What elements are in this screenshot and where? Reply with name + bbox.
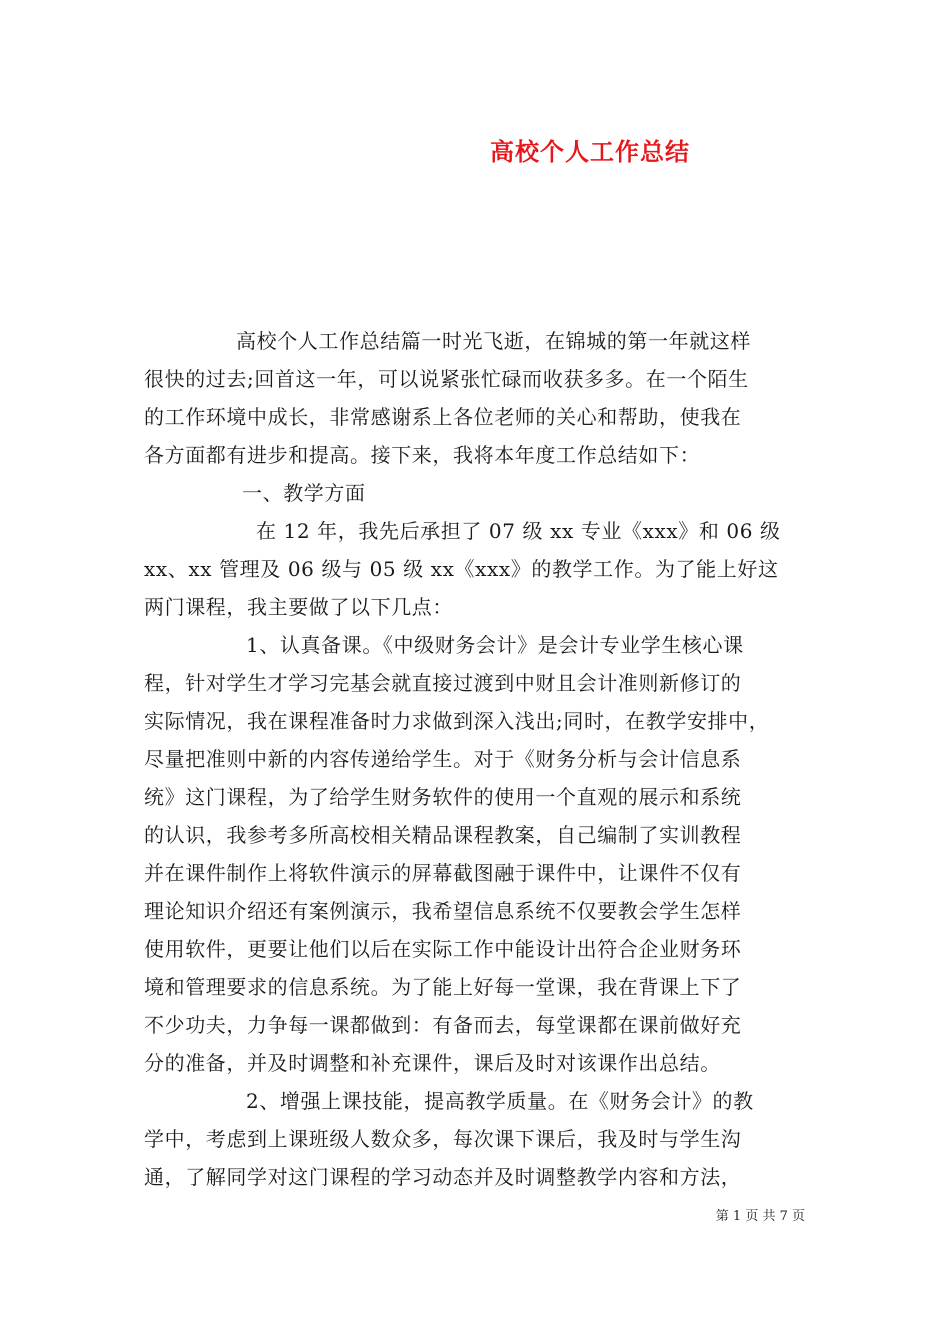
page-title: 高校个人工作总结 (490, 137, 690, 166)
text-line: 实际情况，我在课程准备时力求做到深入浅出;同时，在教学安排中， (144, 709, 770, 733)
text-line: 学中，考虑到上课班级人数众多，每次课下课后，我及时与学生沟 (144, 1127, 742, 1151)
text-line: 各方面都有进步和提高。接下来，我将本年度工作总结如下： (144, 443, 701, 467)
text-line: 境和管理要求的信息系统。为了能上好每一堂课，我在背课上下了 (144, 975, 742, 999)
text-line: 两门课程，我主要做了以下几点： (144, 595, 453, 619)
text-line: 程，针对学生才学习完基会就直接过渡到中财且会计准则新修订的 (144, 671, 742, 695)
text-line: 的工作环境中成长，非常感谢系上各位老师的关心和帮助，使我在 (144, 405, 742, 429)
section-heading: 一、教学方面 (242, 481, 366, 505)
text-line: 尽量把准则中新的内容传递给学生。对于《财务分析与会计信息系 (144, 747, 742, 771)
text-line: 在 12 年，我先后承担了 07 级 xx 专业《xxx》和 06 级 (256, 519, 781, 543)
text-line: xx、xx 管理及 06 级与 05 级 xx《xxx》的教学工作。为了能上好这 (144, 557, 779, 581)
text-line: 1、认真备课。《中级财务会计》是会计专业学生核心课 (246, 633, 744, 657)
text-line: 很快的过去;回首这一年，可以说紧张忙碌而收获多多。在一个陌生 (144, 367, 749, 391)
text-line: 不少功夫，力争每一课都做到：有备而去，每堂课都在课前做好充 (144, 1013, 742, 1037)
text-line: 理论知识介绍还有案例演示，我希望信息系统不仅要教会学生怎样 (144, 899, 742, 923)
page-footer: 第 1 页 共 7 页 (715, 1209, 805, 1224)
text-line: 使用软件，更要让他们以后在实际工作中能设计出符合企业财务环 (144, 937, 742, 961)
text-line: 分的准备，并及时调整和补充课件，课后及时对该课作出总结。 (144, 1051, 721, 1075)
text-line: 通，了解同学对这门课程的学习动态并及时调整教学内容和方法， (144, 1165, 742, 1189)
text-line: 统》这门课程，为了给学生财务软件的使用一个直观的展示和系统 (144, 785, 742, 809)
text-line: 高校个人工作总结篇一时光飞逝，在锦城的第一年就这样 (236, 329, 751, 353)
text-line: 2、增强上课技能，提高教学质量。在《财务会计》的教 (246, 1089, 754, 1113)
text-line: 的认识，我参考多所高校相关精品课程教案，自己编制了实训教程 (144, 823, 742, 847)
text-line: 并在课件制作上将软件演示的屏幕截图融于课件中，让课件不仅有 (144, 861, 742, 885)
document-body (144, 322, 812, 1196)
